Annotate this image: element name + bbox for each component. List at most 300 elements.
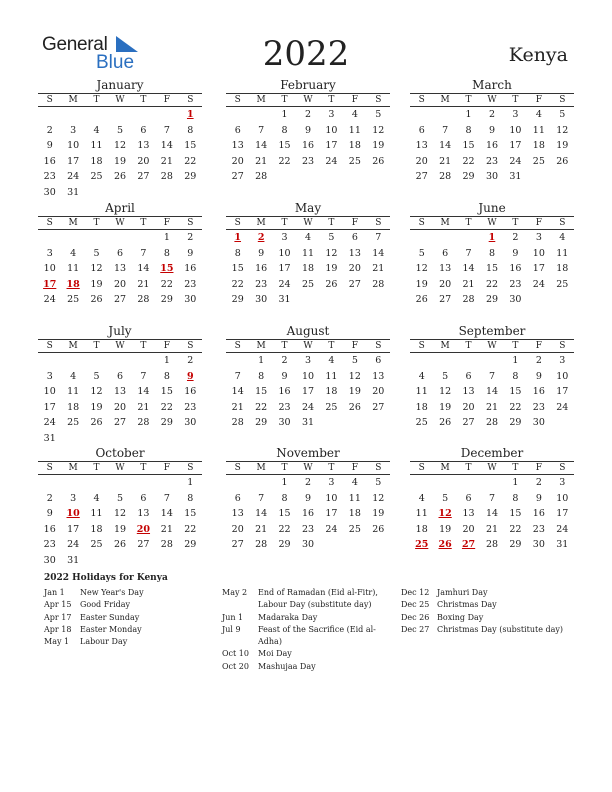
day-cell: 25 [67,294,80,305]
day-cell: 30 [532,539,545,550]
day-cell: 25 [325,401,338,413]
empty-day-cell [249,475,272,491]
day-cell: 30 [184,294,197,305]
day-cell: 9 [46,140,53,151]
day-cell: 10 [325,124,338,136]
empty-day-cell [132,107,155,123]
weekday-header: T [512,463,519,473]
day-cell: 14 [137,263,150,274]
day-cell: 31 [67,554,80,566]
day-cell: 21 [485,523,499,535]
day-cell: 19 [90,401,103,413]
holiday-entry [222,648,394,660]
weekday-header: T [328,218,335,228]
day-cell: 18 [90,523,103,535]
day-cell: 14 [485,386,499,397]
day-cell: 14 [485,508,499,519]
day-cell: 7 [258,124,265,136]
day-cell: 5 [116,124,124,136]
holiday-day-cell: 10 [66,508,80,519]
day-cell: 6 [234,124,241,136]
day-cell: 7 [163,124,170,136]
empty-day-cell [38,107,61,123]
day-grid [38,353,202,446]
day-cell: 30 [532,417,545,428]
empty-day-cell [85,475,108,491]
month-may [226,201,390,308]
weekday-header: W [115,218,125,228]
day-cell: 1 [281,109,288,120]
weekday-header: T [328,341,335,351]
day-cell: 20 [372,386,385,397]
holiday-name: Good Friday [80,600,131,610]
day-cell: 22 [509,401,522,413]
day-cell: 5 [375,477,382,488]
day-cell: 3 [559,355,566,366]
day-cell: 20 [113,401,127,413]
day-cell: 13 [415,140,428,151]
day-cell: 2 [535,355,542,366]
holiday-name: Feast of the Sacrifice (Eid al-Adha) [258,624,376,647]
day-cell: 19 [90,278,103,290]
day-cell: 31 [67,186,80,198]
day-cell: 16 [509,263,522,274]
day-cell: 1 [465,109,472,120]
weekday-header: S [375,463,382,473]
weekday-header: T [512,218,519,228]
weekday-header: W [303,463,313,473]
weekday-header: T [328,463,335,473]
day-cell: 27 [231,539,244,550]
day-cell: 18 [301,263,315,274]
day-cell: 11 [90,508,103,519]
day-cell: 4 [351,477,358,488]
empty-day-cell [85,230,108,246]
weekday-header: T [93,341,100,351]
day-cell: 2 [187,355,194,366]
day-cell: 2 [512,232,519,243]
holiday-entry [222,587,394,612]
day-cell: 26 [325,278,338,290]
month-april [38,201,202,308]
weekday-header: S [46,463,53,473]
day-cell: 24 [556,523,569,535]
day-cell: 20 [439,278,452,290]
day-cell: 3 [328,109,335,120]
weekday-header: M [68,218,78,228]
weekday-header-row [226,461,390,475]
weekday-header-row [38,339,202,353]
weekday-header: S [375,218,382,228]
day-cell: 21 [137,278,150,290]
day-cell: 15 [278,508,291,519]
day-cell: 13 [231,508,244,519]
day-cell: 13 [372,370,385,382]
day-cell: 27 [137,539,150,550]
day-cell: 5 [93,247,100,259]
day-cell: 27 [439,294,452,305]
day-cell: 11 [90,140,103,151]
day-cell: 30 [43,554,56,566]
day-cell: 5 [442,492,449,504]
weekday-header: W [115,341,125,351]
day-cell: 2 [304,109,312,120]
month-august [226,324,390,431]
day-cell: 18 [325,386,338,397]
day-cell: 17 [67,523,80,535]
day-cell: 12 [372,124,385,136]
weekday-header: S [187,341,194,351]
day-cell: 9 [258,247,265,259]
day-cell: 6 [465,370,472,382]
month-name: November [276,446,340,460]
holiday-date: Apr 18 [44,624,72,634]
empty-day-cell [61,107,84,123]
day-cell: 7 [488,492,496,504]
holiday-day-cell: 18 [66,278,80,290]
day-grid [38,107,202,200]
day-cell: 28 [255,539,268,550]
day-cell: 24 [509,155,522,167]
day-cell: 2 [281,355,288,366]
empty-day-cell [38,475,61,491]
day-grid [38,230,202,308]
day-cell: 24 [325,155,338,167]
day-cell: 29 [160,294,173,305]
empty-day-cell [480,353,503,369]
day-cell: 5 [559,109,566,120]
month-name: August [286,324,330,338]
day-cell: 5 [375,109,382,120]
day-cell: 22 [184,523,197,535]
day-cell: 4 [70,247,77,259]
day-cell: 15 [184,508,197,519]
day-cell: 17 [509,140,522,151]
weekday-header: S [234,341,241,351]
day-cell: 4 [70,370,77,382]
holiday-date: Dec 12 [401,588,430,597]
day-cell: 19 [372,508,385,519]
day-cell: 6 [234,492,241,504]
day-cell: 12 [372,492,385,504]
day-cell: 12 [113,508,127,519]
day-cell: 9 [46,508,53,519]
empty-day-cell [480,475,503,491]
day-cell: 2 [488,109,496,120]
holiday-entry [44,612,214,624]
day-cell: 23 [255,278,268,290]
day-cell: 3 [328,477,335,488]
day-grid [410,475,574,553]
day-cell: 28 [485,417,499,428]
day-grid [410,230,574,308]
weekday-header: M [256,95,266,105]
day-cell: 23 [532,523,545,535]
day-cell: 15 [184,140,197,151]
weekday-header: W [487,341,497,351]
holiday-name: New Year's Day [80,588,144,597]
day-cell: 25 [532,155,545,167]
holiday-name: Easter Monday [80,624,142,634]
day-cell: 20 [231,523,244,535]
day-cell: 26 [113,539,127,550]
day-cell: 4 [304,232,312,243]
day-cell: 23 [43,171,56,182]
holiday-column [44,587,214,648]
day-cell: 21 [255,155,268,167]
weekday-header-row [38,461,202,475]
day-cell: 20 [415,155,428,167]
day-cell: 26 [372,523,385,535]
day-cell: 28 [485,539,499,550]
day-cell: 26 [90,294,103,305]
day-cell: 19 [113,523,127,535]
day-cell: 27 [462,417,475,428]
holiday-name: Christmas Day [437,600,497,610]
day-cell: 18 [348,140,361,151]
day-cell: 1 [281,477,288,488]
day-cell: 8 [465,124,472,136]
day-cell: 1 [512,355,519,366]
day-cell: 12 [113,140,127,151]
holiday-entry [401,587,571,599]
day-cell: 25 [348,523,361,535]
month-october [38,446,202,568]
day-cell: 16 [255,263,268,274]
holiday-entry [44,636,214,648]
day-cell: 4 [559,232,566,243]
weekday-header: S [234,463,241,473]
weekday-header: T [328,95,335,105]
empty-day-cell [410,475,433,491]
day-cell: 13 [348,247,361,259]
day-cell: 19 [325,263,338,274]
day-cell: 10 [325,492,338,504]
holiday-day-cell: 15 [160,263,174,274]
empty-day-cell [226,353,249,369]
day-cell: 30 [255,294,268,305]
day-cell: 15 [509,508,522,519]
day-cell: 1 [187,477,194,488]
weekday-header: S [187,218,194,228]
weekday-header-row [38,216,202,230]
day-cell: 27 [231,171,244,182]
weekday-header: W [487,218,497,228]
day-grid [226,475,390,553]
holiday-entry [44,624,214,636]
empty-day-cell [132,475,155,491]
weekday-header: M [440,218,450,228]
day-cell: 30 [184,417,197,428]
month-name: December [460,446,524,460]
month-name: March [472,78,512,92]
month-march [410,78,574,185]
day-cell: 8 [512,492,519,504]
day-cell: 19 [439,401,452,413]
day-cell: 29 [255,417,268,428]
day-cell: 2 [187,232,194,243]
logo-word-general: General [42,34,108,55]
day-cell: 29 [485,294,499,305]
empty-day-cell [457,475,480,491]
holiday-day-cell: 2 [257,232,265,243]
weekday-header: W [115,463,125,473]
day-cell: 23 [184,401,197,413]
weekday-header: T [140,341,147,351]
weekday-header: M [440,341,450,351]
holiday-date: Jan 1 [44,588,65,597]
holiday-day-cell: 20 [136,523,151,535]
empty-day-cell [85,107,108,123]
day-cell: 10 [301,370,315,382]
day-cell: 24 [532,278,545,290]
empty-day-cell [38,353,61,369]
day-cell: 23 [278,401,291,413]
day-cell: 11 [556,247,569,259]
weekday-header: F [351,341,358,351]
day-cell: 5 [93,370,100,382]
day-cell: 3 [70,492,77,504]
empty-day-cell [108,475,131,491]
day-cell: 15 [462,140,475,151]
empty-day-cell [108,353,131,369]
day-cell: 15 [485,263,499,274]
day-cell: 9 [512,247,519,259]
holiday-date: Dec 25 [401,600,430,610]
holiday-name: Christmas Day (substitute day) [437,624,563,634]
day-cell: 24 [556,401,569,413]
day-cell: 8 [234,247,241,259]
day-cell: 17 [43,401,56,413]
day-cell: 10 [43,386,56,397]
day-cell: 18 [348,508,361,519]
weekday-header: M [68,95,78,105]
day-cell: 23 [509,278,522,290]
weekday-header: S [46,341,53,351]
day-cell: 8 [258,370,265,382]
day-cell: 13 [113,386,127,397]
weekday-header: W [303,341,313,351]
weekday-header: T [465,218,472,228]
day-cell: 4 [418,370,425,382]
holiday-day-cell: 17 [43,278,57,290]
weekday-header: M [440,463,450,473]
day-cell: 23 [301,155,315,167]
day-cell: 29 [231,294,244,305]
day-cell: 25 [90,171,103,182]
day-cell: 6 [351,232,358,243]
weekday-header: T [465,463,472,473]
day-cell: 3 [281,232,288,243]
weekday-header: W [487,463,497,473]
weekday-header: F [535,463,542,473]
day-cell: 16 [301,140,315,151]
holiday-entry [222,612,394,624]
holidays-title: 2022 Holidays for Kenya [44,573,168,583]
day-cell: 17 [556,508,569,519]
day-cell: 12 [90,263,103,274]
day-cell: 26 [439,417,452,428]
day-cell: 4 [328,355,335,366]
day-cell: 29 [462,171,475,182]
day-cell: 26 [415,294,428,305]
day-cell: 12 [415,263,428,274]
weekday-header: W [303,95,313,105]
day-cell: 10 [509,124,522,136]
day-cell: 25 [348,155,361,167]
day-cell: 23 [184,278,197,290]
day-cell: 28 [160,171,173,182]
day-cell: 22 [278,523,291,535]
day-grid [226,353,390,431]
weekday-header: S [187,463,194,473]
day-cell: 16 [184,263,197,274]
weekday-header: S [418,341,425,351]
day-cell: 11 [415,508,428,519]
day-cell: 24 [278,278,291,290]
month-name: October [95,446,145,460]
day-cell: 4 [418,492,425,504]
day-cell: 13 [462,386,475,397]
day-cell: 17 [532,263,545,274]
day-cell: 6 [116,247,124,259]
holiday-date: Jun 1 [222,612,244,622]
day-cell: 8 [187,492,194,504]
holiday-name: Labour Day [80,637,128,647]
weekday-header: S [559,463,566,473]
day-cell: 6 [465,492,472,504]
day-cell: 21 [485,401,499,413]
day-cell: 20 [113,278,127,290]
day-cell: 11 [348,492,361,504]
day-cell: 9 [187,247,194,259]
day-cell: 5 [442,370,449,382]
holiday-date: Apr 15 [44,600,72,610]
day-cell: 13 [137,140,150,151]
day-grid [226,107,390,185]
empty-day-cell [226,475,249,491]
day-cell: 15 [231,263,244,274]
day-cell: 25 [67,417,80,428]
month-february [226,78,390,185]
day-cell: 11 [348,124,361,136]
weekday-header-row [226,93,390,107]
day-cell: 28 [137,417,150,428]
month-name: April [105,201,135,215]
holiday-name: Boxing Day [437,612,484,622]
holiday-name: Easter Sunday [80,612,140,622]
day-cell: 8 [163,247,170,259]
day-cell: 28 [255,171,268,182]
holiday-entry [401,624,571,636]
empty-day-cell [132,353,155,369]
day-cell: 11 [67,386,80,397]
day-cell: 7 [442,124,449,136]
day-cell: 12 [325,247,338,259]
holiday-column [222,587,394,673]
day-cell: 27 [415,171,428,182]
empty-day-cell [38,230,61,246]
holiday-name: Moi Day [258,649,292,659]
empty-day-cell [433,475,456,491]
day-cell: 31 [278,294,291,305]
holiday-day-cell: 9 [186,370,194,382]
day-cell: 20 [137,155,150,167]
weekday-header: F [535,341,542,351]
day-cell: 7 [258,492,265,504]
holiday-date: May 1 [44,637,70,647]
day-cell: 18 [532,140,545,151]
